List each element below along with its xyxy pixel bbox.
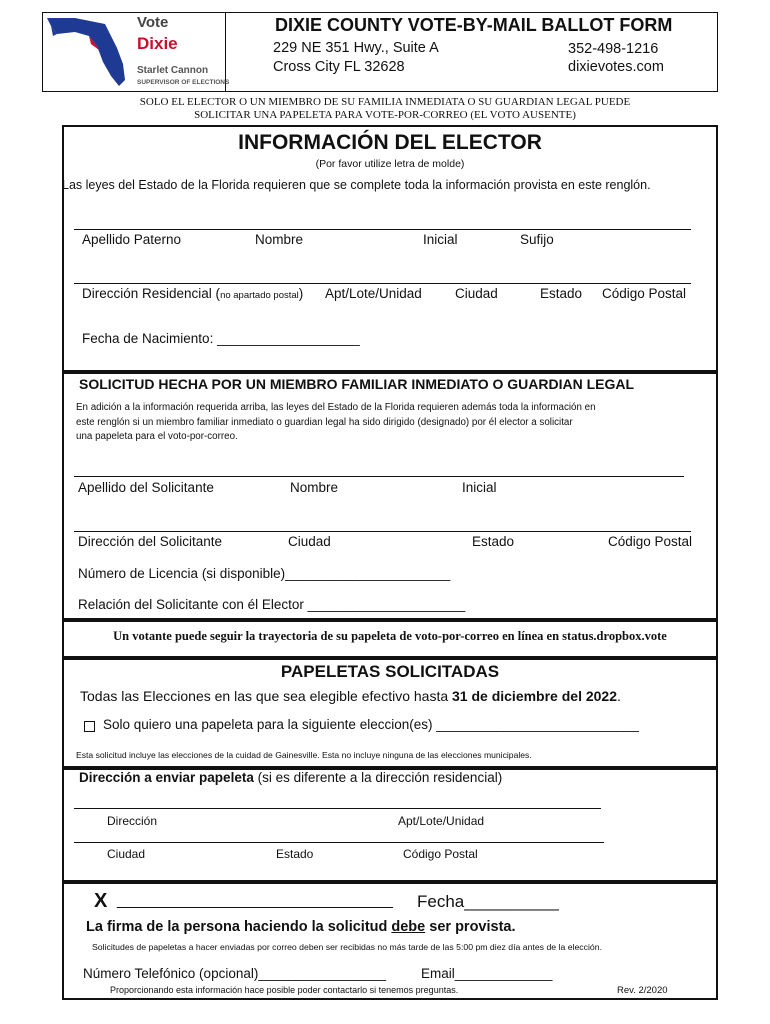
signature-x-mark: X [94, 890, 108, 912]
logo-supervisor-name: Starlet Cannon [137, 65, 209, 76]
signature-required-text [86, 919, 516, 935]
label-mailing-ciudad: Ciudad [107, 847, 146, 861]
all-elections-text [80, 688, 621, 704]
revision-label: Rev. 2/2020 [617, 985, 668, 996]
signature-date-field[interactable]: Fecha__________ [417, 892, 559, 911]
logo-vote-text: Vote [137, 14, 169, 31]
label-ciudad-solicitante: Ciudad [288, 534, 331, 549]
eligibility-notice-line2: SOLICITAR UNA PAPELETA PARA VOTE-POR-CORREO (EL VOTO AUSENTE) [194, 109, 576, 121]
label-mailing-codigo-postal: Código Postal [403, 847, 478, 861]
label-sufijo: Sufijo [520, 232, 554, 247]
signature-line[interactable]: _______________________________ [117, 892, 393, 909]
mailing-section [62, 768, 718, 882]
email-field[interactable]: Email_____________ [421, 966, 553, 981]
label-inicial: Inicial [423, 232, 458, 247]
tracking-text: Un votante puede seguir la trayectoria de su papeleta de voto-por-correo en línea en status.dropbox.vote [113, 629, 667, 643]
mailing-title-bold: Dirección a enviar papeleta [79, 770, 254, 785]
elector-address-line[interactable] [74, 283, 691, 284]
logo-supervisor-title: SUPERVISOR OF ELECTIONS [137, 79, 230, 86]
label-inicial-solicitante: Inicial [462, 480, 497, 495]
requester-name-line[interactable] [74, 476, 684, 477]
mailing-title-rest: (si es diferente a la dirección residencial) [253, 770, 503, 785]
elector-name-line[interactable] [74, 229, 691, 230]
all-elections-date: 31 de diciembre del 2022 [452, 688, 617, 704]
address-label-close: ) [298, 286, 304, 301]
requester-section-title: SOLICITUD HECHA POR UN MIEMBRO FAMILIAR INMEDIATO O GUARDIAN LEGAL [79, 376, 635, 392]
elector-section-title: INFORMACIÓN DEL ELECTOR [238, 131, 542, 154]
form-title: DIXIE COUNTY VOTE-BY-MAIL BALLOT FORM [275, 15, 673, 35]
florida-map-icon [45, 14, 133, 90]
specific-election-label: Solo quiero una papeleta para la siguiente eleccion(es) ___________________________ [103, 717, 639, 732]
requester-address-line[interactable] [74, 531, 691, 532]
mailing-address-line[interactable] [74, 808, 601, 809]
label-direccion-residencial [82, 286, 303, 301]
logo-dixie-text: Dixie [137, 34, 178, 53]
label-mailing-estado: Estado [276, 847, 314, 861]
elector-law-text: Las leyes del Estado de la Florida requieren que se complete toda la información provista en este renglón. [62, 178, 651, 192]
specific-election-checkbox[interactable] [84, 721, 95, 732]
ballots-note: Esta solicitud incluye las elecciones de la cuidad de Gainesville. Esta no incluye ninguna de las elecciones municipales. [76, 750, 532, 760]
mailing-city-line[interactable] [74, 842, 604, 843]
label-apt-lote-unidad: Apt/Lote/Unidad [325, 286, 422, 301]
all-elections-prefix: Todas las Elecciones en las que sea elegible efectivo hasta [80, 688, 453, 704]
label-mailing-apt: Apt/Lote/Unidad [398, 814, 485, 828]
requester-text-line2: este renglón si un miembro familiar inmediato o guardian legal ha sido dirigido (designado) por él elector a solicitar [76, 417, 573, 428]
date-of-birth-field[interactable]: Fecha de Nacimiento: ___________________ [82, 331, 360, 346]
license-number-field[interactable]: Número de Licencia (si disponible)______________________ [78, 566, 451, 581]
office-phone: 352-498-1216 [568, 41, 659, 57]
label-direccion-solicitante: Dirección del Solicitante [78, 534, 223, 549]
relationship-field[interactable]: Relación del Solicitante con él Elector _____________________ [78, 597, 466, 612]
label-estado: Estado [540, 286, 583, 301]
elector-section-subtitle: (Por favor utilize letra de molde) [315, 158, 465, 170]
mailing-section-title [79, 770, 502, 785]
office-address-line2: Cross City FL 32628 [273, 59, 405, 75]
header-logo-box [42, 12, 230, 92]
address-label-text: Dirección Residencial ( [82, 286, 221, 301]
signature-required-suffix: ser provista. [425, 919, 516, 935]
office-website: dixievotes.com [568, 59, 664, 75]
requester-text-line3: una papeleta para el voto-por-correo. [76, 431, 238, 442]
signature-required-debe: debe [391, 919, 426, 935]
contact-note: Proporcionando esta información hace posible poder contactarlo si tenemos preguntas. [110, 985, 459, 995]
signature-required-prefix: La firma de la persona haciendo la solicitud [86, 919, 392, 935]
label-apellido-paterno: Apellido Paterno [82, 232, 182, 247]
eligibility-notice-line1: SOLO EL ELECTOR O UN MIEMBRO DE SU FAMILIA INMEDIATA O SU GUARDIAN LEGAL PUEDE [139, 96, 631, 108]
label-nombre-solicitante: Nombre [290, 480, 339, 495]
ballots-section-title: PAPELETAS SOLICITADAS [280, 662, 500, 681]
address-label-note: no apartado postal [220, 290, 299, 301]
all-elections-suffix: . [617, 688, 621, 704]
deadline-note: Solicitudes de papeletas a hacer enviadas por correo deben ser recibidas no más tarde de las 5:00 pm diez día antes de la elección. [92, 942, 602, 952]
label-nombre: Nombre [255, 232, 304, 247]
label-codigo-postal: Código Postal [602, 286, 687, 301]
label-ciudad: Ciudad [455, 286, 498, 301]
phone-field[interactable]: Número Telefónico (opcional)_________________ [83, 966, 386, 981]
label-apellido-solicitante: Apellido del Solicitante [78, 480, 214, 495]
label-mailing-direccion: Dirección [107, 814, 158, 828]
requester-text-line1: En adición a la información requerida arriba, las leyes del Estado de la Florida requieren además toda la información en [76, 402, 596, 413]
office-address-line1: 229 NE 351 Hwy., Suite A [273, 40, 439, 56]
label-codigo-postal-solicitante: Código Postal [608, 534, 693, 549]
label-estado-solicitante: Estado [472, 534, 515, 549]
